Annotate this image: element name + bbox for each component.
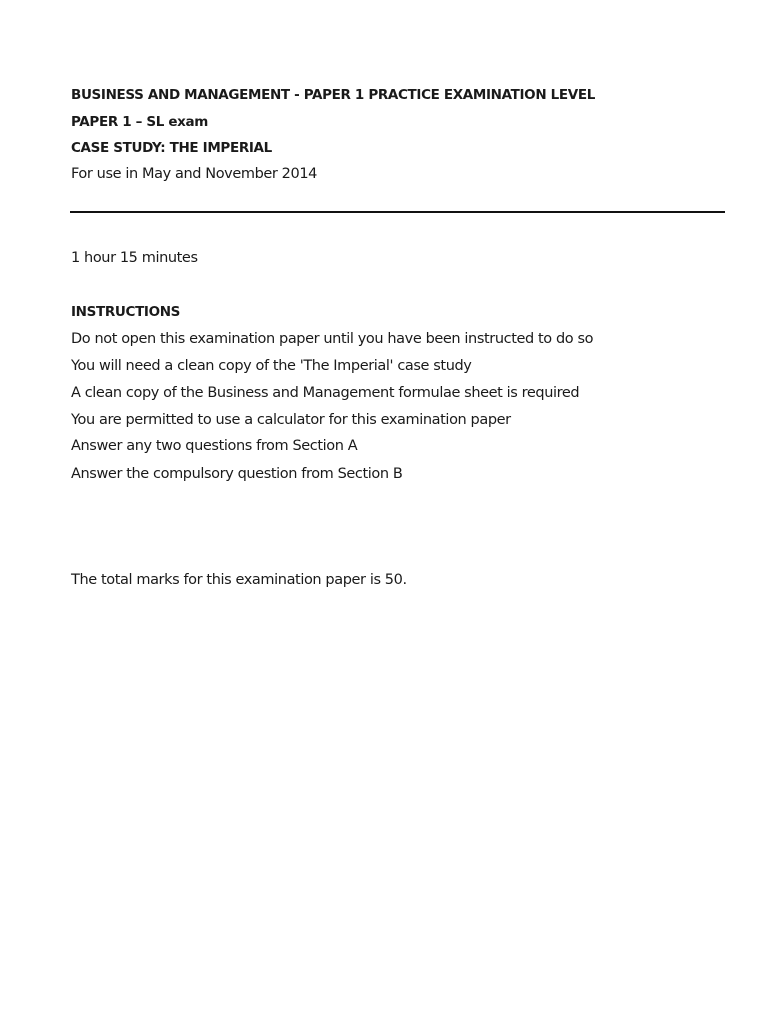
exam-duration: 1 hour 15 minutes [71,250,198,266]
instruction-item: You will need a clean copy of the 'The Imperial' case study [71,358,472,374]
paper-level: PAPER 1 – SL exam [71,114,208,130]
instruction-item: You are permitted to use a calculator for this examination paper [71,412,511,428]
exam-title: BUSINESS AND MANAGEMENT - PAPER 1 PRACTICE EXAMINATION LEVEL [71,87,595,103]
use-period: For use in May and November 2014 [71,166,317,182]
instruction-item: A clean copy of the Business and Management formulae sheet is required [71,385,580,401]
header-divider [70,211,725,213]
total-marks-statement: The total marks for this examination paper is 50. [71,572,407,588]
case-study-title: CASE STUDY: THE IMPERIAL [71,140,272,156]
instructions-heading: INSTRUCTIONS [71,304,181,320]
instruction-item: Answer any two questions from Section A [71,438,358,454]
instruction-item: Do not open this examination paper until you have been instructed to do so [71,331,594,347]
instruction-item: Answer the compulsory question from Section B [71,466,403,482]
